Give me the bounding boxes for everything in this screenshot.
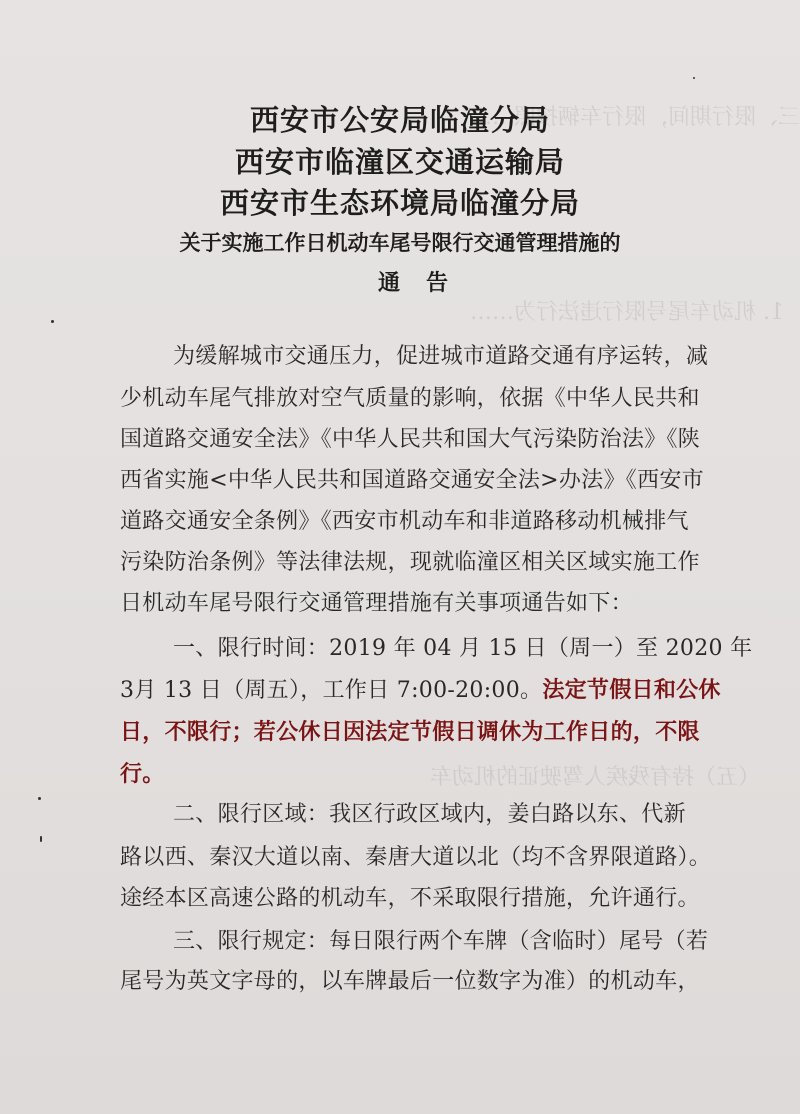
issuing-agency-2: 西安市临潼区交通运输局 xyxy=(234,145,565,179)
section2-area: 途经本区高速公路的机动车，不采取限行措施，允许通行。 xyxy=(120,886,700,911)
notice-subject: 关于实施工作日机动车尾号限行交通管理措施的 xyxy=(179,230,621,255)
intro-line: 国道路交通安全法》《中华人民共和国大气污染防治法》《陕 xyxy=(120,427,701,452)
intro-line: 少机动车尾气排放对空气质量的影响，依据《中华人民共和 xyxy=(120,386,700,411)
intro-line: 道路交通安全条例》《西安市机动车和非道路移动机械排气 xyxy=(120,509,689,534)
intro-line: 日机动车尾号限行交通管理措施有关事项通告如下： xyxy=(120,591,633,616)
section1-hours: 3月 13 日（周五），工作日 7:00-20:00。 xyxy=(120,678,543,703)
section1-holiday-note: 法定节假日和公休 xyxy=(542,677,721,703)
speck-mark xyxy=(51,320,54,323)
show-through-text: （五）持有残疾人驾驶证的机动车 xyxy=(430,765,761,790)
show-through-text: 三、限行期间，限行车辆按照…… xyxy=(470,105,800,130)
notice-type: 通告 xyxy=(377,270,474,296)
intro-line: 为缓解城市交通压力，促进城市道路交通有序运转，减 xyxy=(173,344,709,369)
section1-time: 一、限行时间：2019 年 04 月 15 日（周一）至 2020 年 xyxy=(173,636,753,661)
speck-mark xyxy=(40,836,42,842)
intro-line: 污染防治条例》等法律法规，现就临潼区相关区域实施工作 xyxy=(120,550,700,575)
intro-line: 西省实施<中华人民共和国道路交通安全法>办法》《西安市 xyxy=(120,468,704,493)
section1-holiday-note: 行。 xyxy=(120,761,165,787)
section1-holiday-note: 日，不限行；若公休日因法定节假日调休为工作日的，不限 xyxy=(120,719,700,745)
section2-area: 二、限行区域：我区行政区域内，姜白路以东、代新 xyxy=(173,802,686,827)
issuing-agency-3: 西安市生态环境局临潼分局 xyxy=(219,186,580,220)
section3-rules: 三、限行规定：每日限行两个车牌（含临时）尾号（若 xyxy=(173,929,709,954)
section3-rules: 尾号为英文字母的，以车牌最后一位数字为准）的机动车， xyxy=(120,969,700,994)
section1-time-cont xyxy=(120,675,721,706)
issuing-agency-1: 西安市公安局临潼分局 xyxy=(249,103,550,137)
show-through-text: 1. 机动车尾号限行违法行为…… xyxy=(470,300,784,325)
speck-mark xyxy=(38,797,41,800)
section2-area: 路以西、秦汉大道以南、秦唐大道以北（均不含界限道路）。 xyxy=(120,845,712,870)
speck-mark xyxy=(693,77,695,79)
